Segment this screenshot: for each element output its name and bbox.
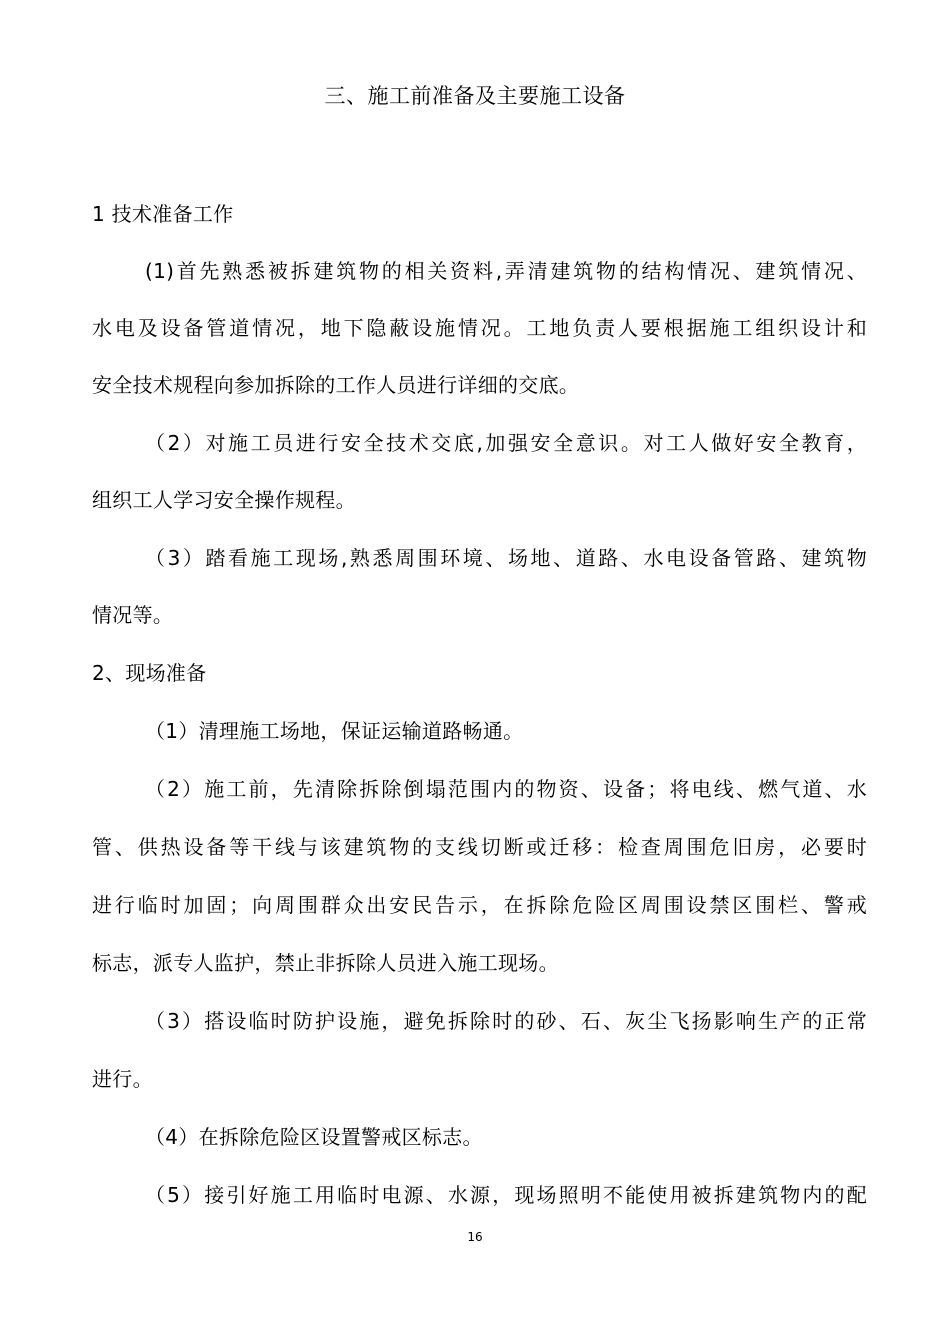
paragraph-line: （2）对施工员进行安全技术交底,加强安全意识。对工人做好安全教育， <box>145 431 867 455</box>
paragraph-line: 进行临时加固；向周围群众出安民告示，在拆除危险区周围设禁区围栏、警戒 <box>92 893 867 917</box>
paragraph-line: 水电及设备管道情况，地下隐蔽设施情况。工地负责人要根据施工组织设计和 <box>92 316 867 340</box>
paragraph-line: 安全技术规程向参加拆除的工作人员进行详细的交底。 <box>92 373 580 397</box>
paragraph-line: （3）搭设临时防护设施，避免拆除时的砂、石、灰尘飞扬影响生产的正常 <box>145 1009 867 1033</box>
page-number: 16 <box>467 1230 483 1244</box>
section-title: 三、施工前准备及主要施工设备 <box>324 84 626 108</box>
paragraph-line: 标志，派专人监护，禁止非拆除人员进入施工现场。 <box>92 951 559 975</box>
heading-technical-preparation: 1 技术准备工作 <box>92 202 234 226</box>
paragraph-line: 组织工人学习安全操作规程。 <box>92 488 356 512</box>
paragraph-line: （4）在拆除危险区设置警戒区标志。 <box>145 1125 483 1149</box>
paragraph-line: 进行。 <box>92 1067 153 1091</box>
paragraph-line: （3）踏看施工现场,熟悉周围环境、场地、道路、水电设备管路、建筑物 <box>145 546 867 570</box>
paragraph-line: （2）施工前，先清除拆除倒塌范围内的物资、设备；将电线、燃气道、水 <box>145 777 867 801</box>
paragraph-line: 情况等。 <box>92 603 174 627</box>
paragraph-line: （5）接引好施工用临时电源、水源，现场照明不能使用被拆建筑物内的配 <box>145 1183 867 1207</box>
heading-site-preparation: 2、现场准备 <box>92 661 207 685</box>
paragraph-line: （1）清理施工场地，保证运输道路畅通。 <box>145 719 524 743</box>
paragraph-line: (1)首先熟悉被拆建筑物的相关资料,弄清建筑物的结构情况、建筑情况、 <box>145 259 867 283</box>
paragraph-line: 管、供热设备等干线与该建筑物的支线切断或迁移：检查周围危旧房，必要时 <box>92 835 867 859</box>
